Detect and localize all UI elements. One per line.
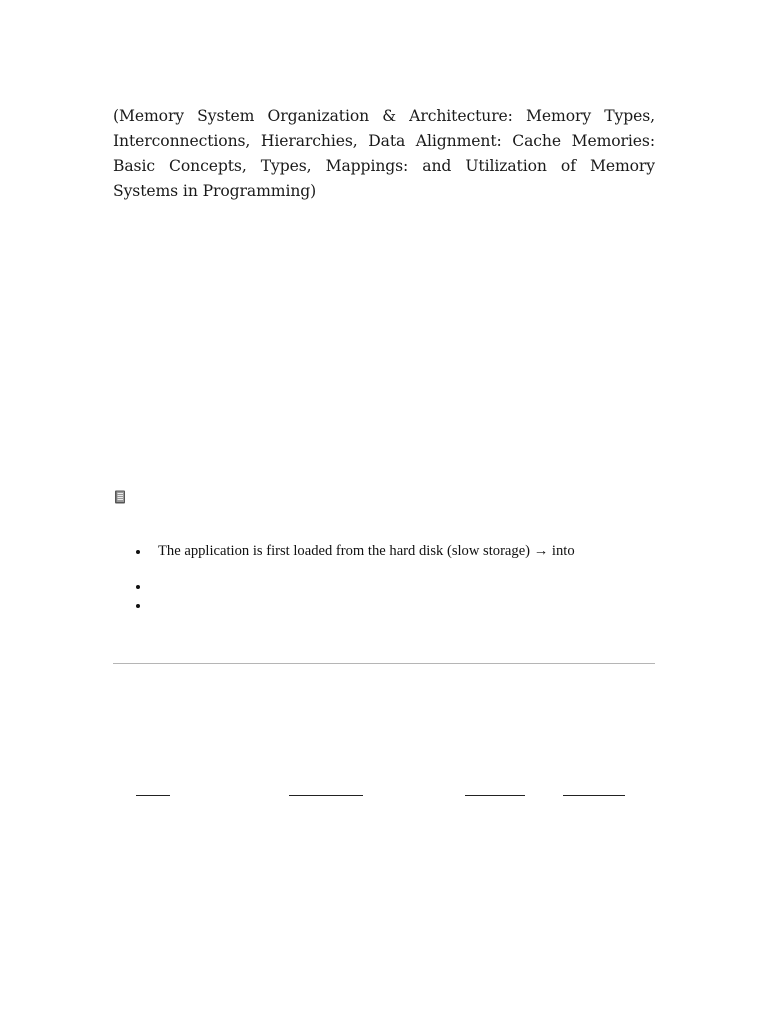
bullet-list [130, 542, 575, 615]
fill-in-blank [136, 795, 170, 796]
list-item: The application is first loaded from the hard disk (slow storage) → into [130, 542, 575, 561]
list-item [130, 596, 575, 615]
fill-in-blank [465, 795, 525, 796]
section-divider [113, 663, 655, 664]
fill-in-blank [563, 795, 625, 796]
book-icon [114, 490, 126, 504]
list-item [130, 577, 575, 596]
document-subtitle: (Memory System Organization & Architecture: Memory Types, Interconnections, Hierarchies, Data Alignment: Cache Memories: Basic Concepts, Types, Mappings: and Utilization of Memory Systems in Programming) [113, 107, 655, 200]
fill-in-blank [289, 795, 363, 796]
